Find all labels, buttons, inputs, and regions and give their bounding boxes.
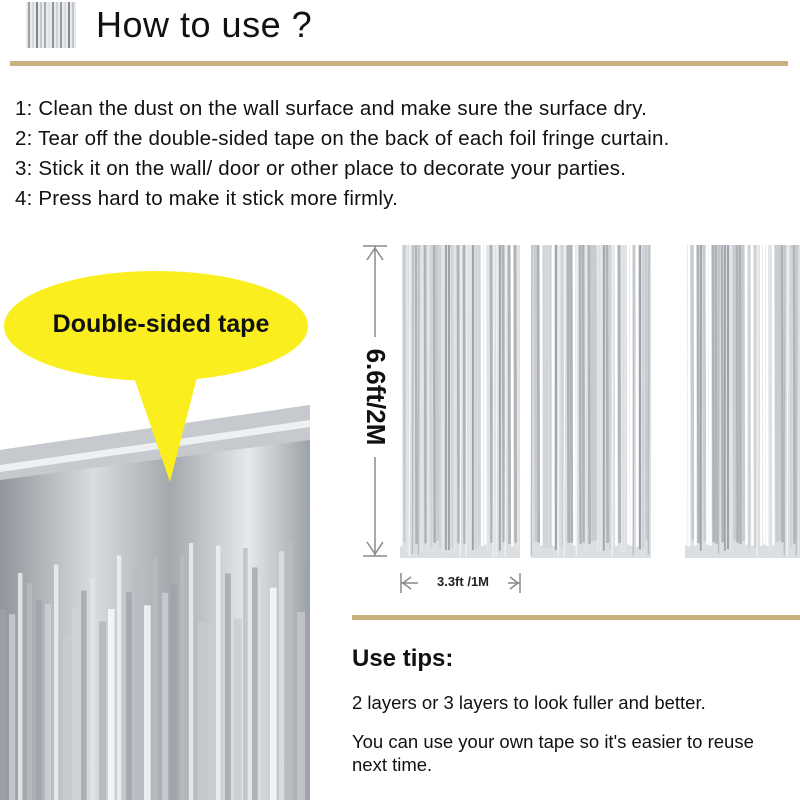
foil-strip xyxy=(99,621,106,800)
foil-strip xyxy=(576,245,577,556)
speech-bubble xyxy=(0,262,312,492)
double-sided-tape-label: Double-sided tape xyxy=(52,310,270,338)
foil-strip xyxy=(135,567,140,800)
foil-strip xyxy=(692,245,693,540)
foil-strip xyxy=(531,245,532,556)
foil-strip xyxy=(171,585,177,800)
foil-strip xyxy=(216,546,220,800)
foil-strip xyxy=(153,558,158,800)
foil-strip xyxy=(45,604,51,800)
foil-strip xyxy=(491,245,492,543)
tips-title: Use tips: xyxy=(352,645,454,672)
foil-strip xyxy=(787,245,788,556)
foil-strip xyxy=(716,245,717,544)
foil-strip xyxy=(198,622,206,800)
foil-curtain-icon xyxy=(26,2,76,48)
foil-strip xyxy=(734,245,735,541)
foil-strip xyxy=(54,565,58,800)
step-2: 2: Tear off the double-sided tape on the back of each foil fringe curtain. xyxy=(15,127,670,150)
foil-strip xyxy=(306,562,310,800)
foil-strip xyxy=(784,245,785,555)
foil-strip xyxy=(794,245,795,544)
foil-strip xyxy=(704,245,705,541)
step-1: 1: Clean the dust on the wall surface and make sure the surface dry. xyxy=(15,97,647,120)
foil-strip xyxy=(505,245,506,556)
foil-strip xyxy=(225,573,231,800)
foil-strip xyxy=(434,245,435,543)
foil-strip xyxy=(404,245,405,542)
foil-strip xyxy=(713,245,714,542)
foil-strip xyxy=(18,573,22,800)
foil-strip xyxy=(558,245,559,556)
foil-strip xyxy=(740,245,741,544)
step-4: 4: Press hard to make it stick more firmly. xyxy=(15,187,399,210)
foil-strip xyxy=(583,245,584,542)
foil-strip xyxy=(509,245,510,544)
foil-strip xyxy=(571,245,572,543)
foil-strip xyxy=(252,567,258,800)
foil-strip xyxy=(0,609,6,800)
foil-strip xyxy=(595,245,596,541)
foil-strip xyxy=(737,245,738,543)
foil-strip xyxy=(288,540,293,800)
foil-strip xyxy=(580,245,581,544)
foil-strip xyxy=(538,245,539,543)
foil-strip xyxy=(535,245,536,541)
width-dimension-label: 3.3ft /1M xyxy=(418,574,508,589)
instruction-steps xyxy=(15,94,795,214)
foil-strip xyxy=(90,578,95,800)
foil-strip xyxy=(718,245,719,554)
tip-item-1: 2 layers or 3 layers to look fuller and better. xyxy=(352,692,706,713)
foil-strip xyxy=(515,245,516,543)
foil-strip xyxy=(503,245,504,542)
foil-strip xyxy=(425,245,426,544)
foil-strip xyxy=(117,556,121,800)
foil-strip xyxy=(796,245,797,556)
curtain-dimension-diagram xyxy=(355,240,800,605)
height-dimension-label: 6.6ft/2M xyxy=(361,337,391,457)
foil-strip xyxy=(180,556,185,800)
foil-strip xyxy=(261,578,267,800)
foil-strip xyxy=(243,548,248,800)
foil-strip xyxy=(234,618,242,800)
header-divider xyxy=(10,61,788,66)
foil-strip xyxy=(279,551,284,800)
foil-strip xyxy=(270,588,277,800)
foil-strip xyxy=(63,635,71,800)
foil-strip xyxy=(646,245,647,541)
foil-strip xyxy=(416,245,417,544)
foil-strip xyxy=(619,245,620,543)
foil-strip xyxy=(458,245,459,543)
foil-strip xyxy=(460,245,461,556)
foil-strip xyxy=(207,623,215,800)
foil-strip xyxy=(698,245,699,543)
foil-strip xyxy=(36,600,42,800)
foil-strip xyxy=(437,245,438,541)
foil-strip xyxy=(9,614,15,800)
foil-strip xyxy=(633,245,634,556)
step-3: 3: Stick it on the wall/ door or other place to decorate your parties. xyxy=(15,157,627,180)
foil-strip xyxy=(162,593,168,800)
foil-strip xyxy=(27,583,32,800)
foil-strip xyxy=(648,245,649,555)
foil-strip xyxy=(776,245,777,542)
foil-strip xyxy=(782,245,783,543)
foil-strip xyxy=(412,245,413,554)
foil-strip xyxy=(189,543,193,800)
foil-strip xyxy=(592,245,593,541)
foil-strip xyxy=(418,245,419,554)
foil-strip xyxy=(126,592,132,800)
foil-strip xyxy=(779,245,780,541)
foil-strip xyxy=(722,245,723,542)
foil-strip xyxy=(144,605,151,800)
foil-strip xyxy=(589,245,590,544)
foil-strip xyxy=(568,245,569,543)
tip-item-2: You can use your own tape so it's easier to reuse next time. xyxy=(352,731,754,775)
foil-strip xyxy=(464,245,465,544)
foil-strip xyxy=(108,609,115,800)
foil-strip xyxy=(72,608,78,800)
foil-strip xyxy=(81,591,87,800)
tips-divider xyxy=(352,615,800,620)
page-title: How to use ? xyxy=(96,4,313,45)
foil-strip xyxy=(743,245,744,541)
foil-strip xyxy=(297,612,305,800)
foil-strip xyxy=(409,245,410,556)
foil-strip xyxy=(607,245,608,543)
